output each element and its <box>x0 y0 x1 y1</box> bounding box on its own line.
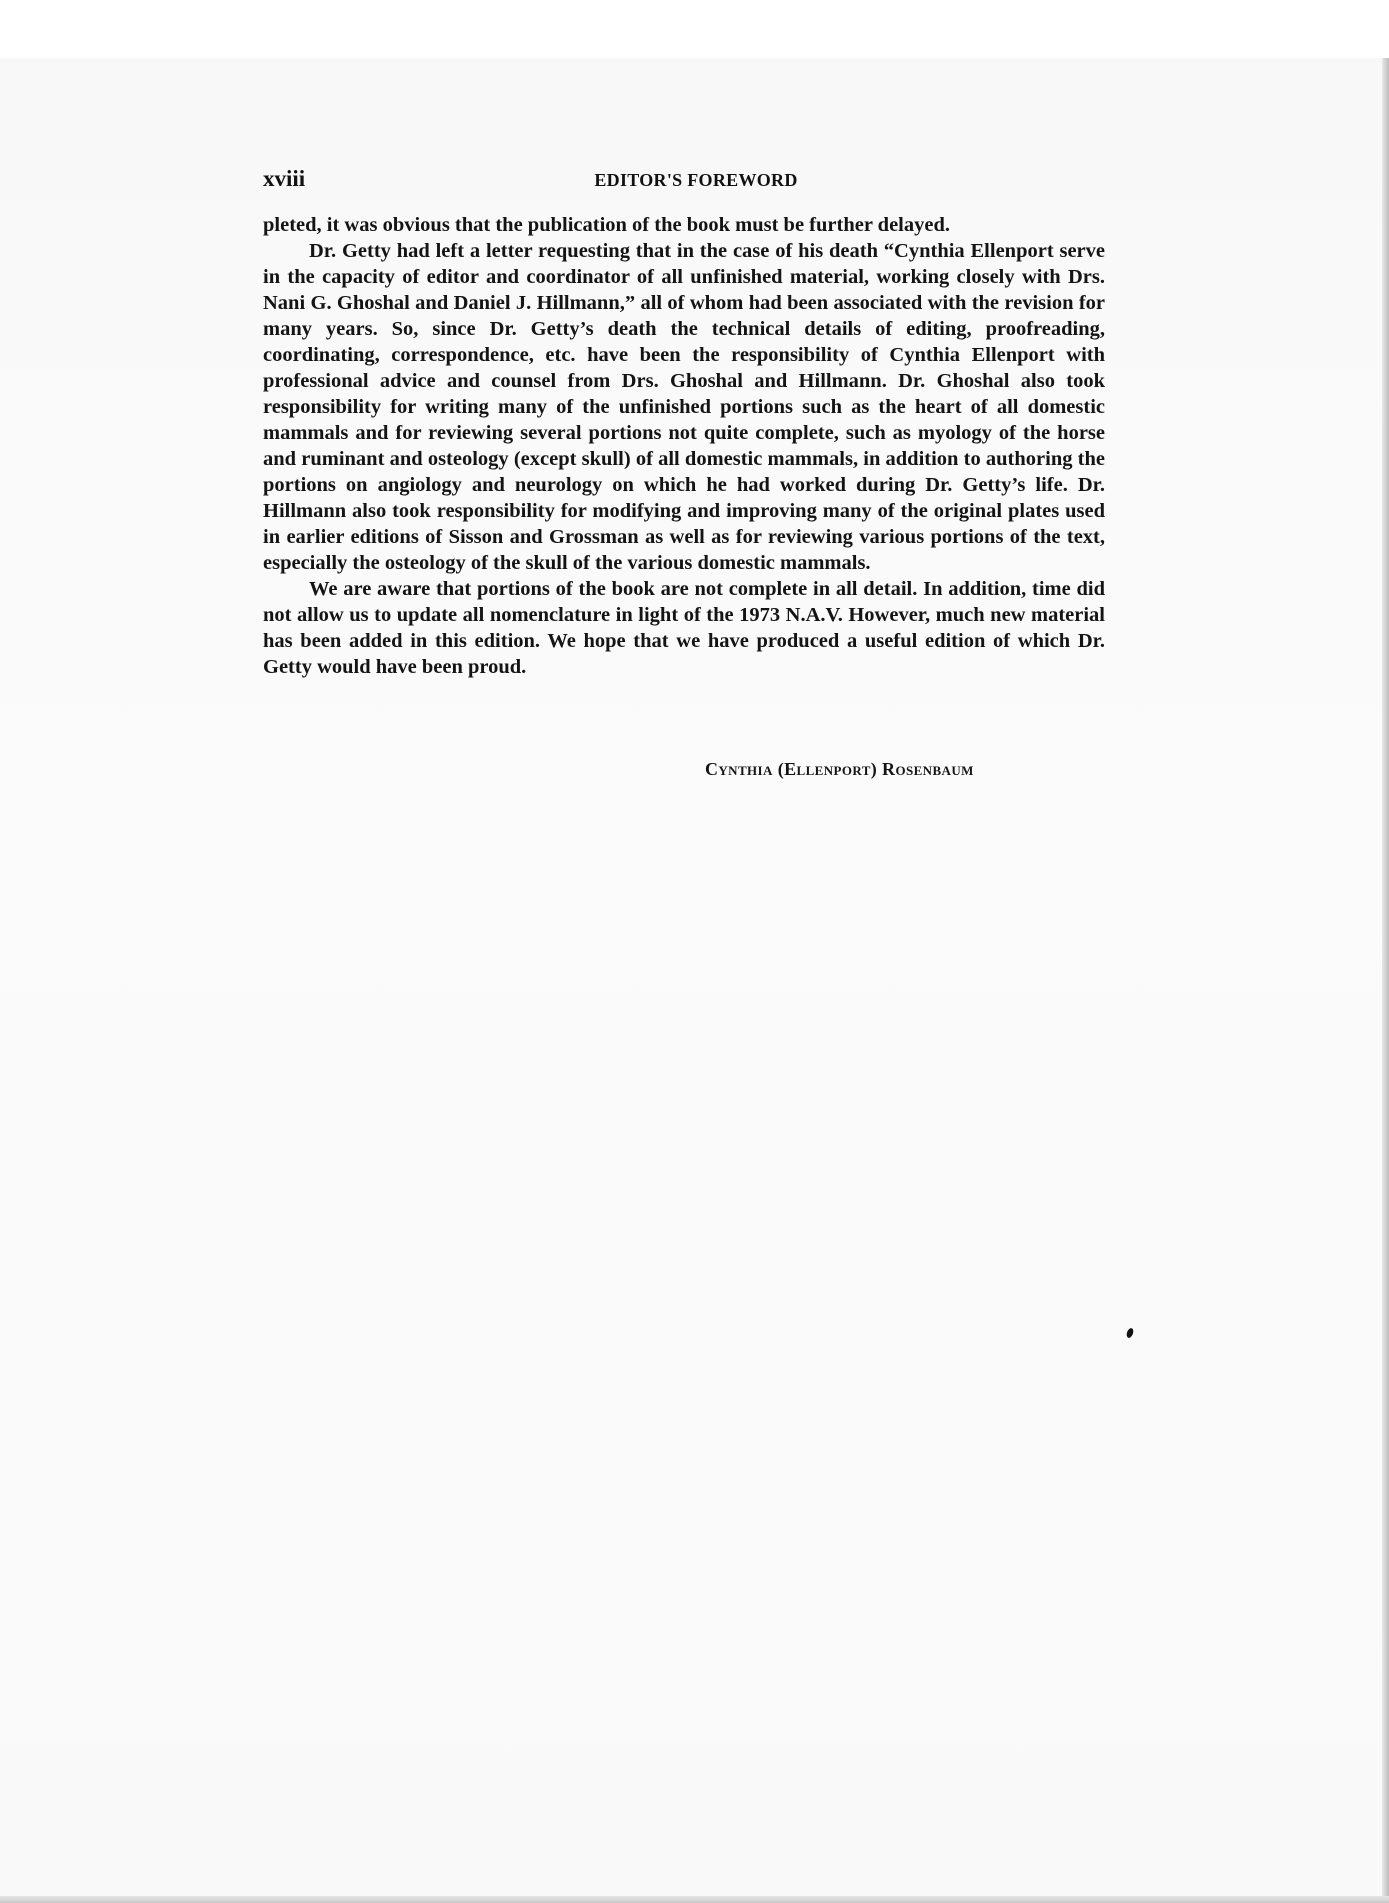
section-title: EDITOR'S FOREWORD <box>594 170 798 190</box>
foreword-body <box>263 212 1105 680</box>
page-right-edge <box>1382 58 1389 1896</box>
editor-signature: Cynthia (Ellenport) Rosenbaum <box>705 759 974 779</box>
running-head <box>263 166 1105 196</box>
page-bottom-edge <box>0 1896 1389 1903</box>
top-margin <box>0 0 1389 58</box>
paragraph-closing: We are aware that portions of the book are not complete in all detail. In addition, time did not allow us to update all nomenclature in light of the 1973 N.A.V. However, much new material has been added in this edition. We hope that we have produced a useful edition of which Dr. Getty would have been proud. <box>263 578 1105 678</box>
paragraph-editorship: Dr. Getty had left a letter requesting that in the case of his death “Cynthia Ellenport serve in the capacity of editor and coordinator of all unfinished material, working closely with Drs. Nani G. Ghoshal and Daniel J. Hillmann,” all of whom had been associated with the revision for many years. So, since Dr. Getty’s death the technical details of editing, proofreading, coordinating, correspondence, etc. have been the responsibility of Cynthia Ellenport with professional advice and counsel from Drs. Ghoshal and Hillmann. Dr. Ghoshal also took responsibility for writing many of the unfinished portions such as the heart of all domestic mammals and for reviewing several portions not quite complete, such as myology of the horse and ruminant and osteology (except skull) of all domestic mammals, in addition to authoring the portions on angiology and neurology on which he had worked during Dr. Getty’s life. Dr. Hillmann also took responsibility for modifying and improving many of the original plates used in earlier editions of Sisson and Grossman as well as for reviewing various portions of the text, especially the osteology of the skull of the various domestic mammals. <box>263 240 1105 574</box>
paragraph-continuation: pleted, it was obvious that the publication of the book must be further delayed. <box>263 214 950 236</box>
page-number: xviii <box>263 166 306 191</box>
